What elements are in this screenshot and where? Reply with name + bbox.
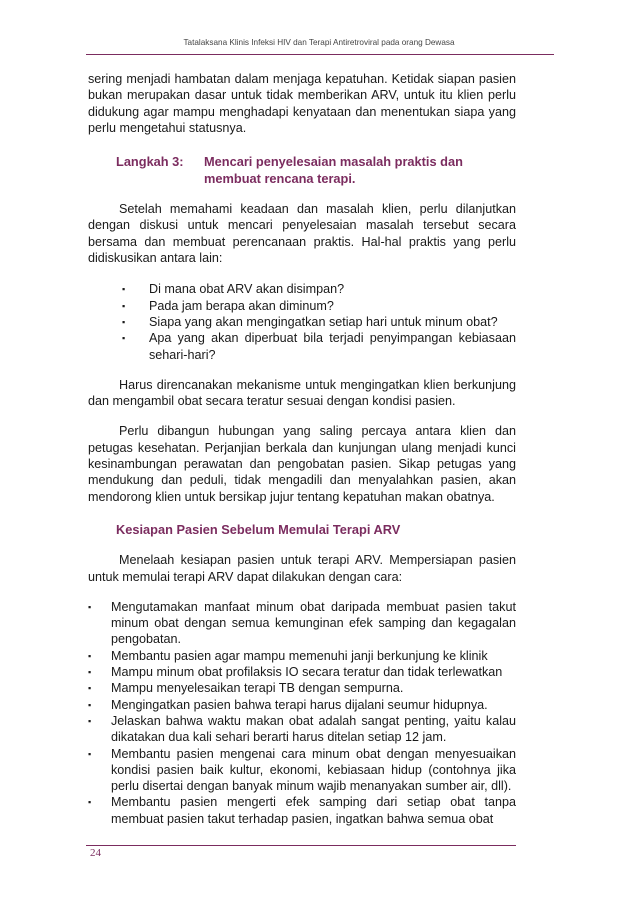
page-number: 24 <box>90 847 101 859</box>
paragraph-trust: Perlu dibangun hubungan yang saling percaya antara klien dan petugas kesehatan. Perjanjian berkala dan kunjungan ulang menjadi kunci kesinambungan perawatan dan pengobatan pasien. Sikap petugas yang mendukung dan peduli, tidak mengadili dan menyalahkan pasien, akan mendorong klien untuk bersikap jujur tentang kepatuhan makan obatnya. <box>88 424 516 504</box>
page-body <box>88 71 516 827</box>
bullet-icon: ▪ <box>122 284 126 295</box>
list-item: ▪ Mampu minum obat profilaksis IO secara teratur dan tidak terlewatkan <box>88 665 503 680</box>
bullet-icon: ▪ <box>122 316 126 327</box>
practical-questions-list <box>116 281 516 362</box>
running-header: Tatalaksana Klinis Infeksi HIV dan Terapi Antiretroviral pada orang Dewasa <box>183 38 455 47</box>
step-title: Mencari penyelesaian masalah praktis dan membuat rencana terapi. <box>204 154 463 187</box>
bullet-icon: ▪ <box>88 650 92 661</box>
bullet-icon: ▪ <box>88 699 92 710</box>
bullet-icon: ▪ <box>88 667 92 678</box>
list-item: ▪ Jelaskan bahwa waktu makan obat adalah sangat penting, yaitu kalau dikatakan dua kali sehari berarti harus ditelan setiap 12 jam. <box>88 713 516 745</box>
paragraph-discussion: Setelah memahami keadaan dan masalah klien, perlu dilanjutkan dengan diskusi untuk mencari penyelesaian masalah tersebut secara bersama dan membuat perencanaan praktis. Hal-hal praktis yang perlu didiskusikan antara lain: <box>88 202 516 266</box>
list-item: ▪ Mampu menyelesaikan terapi TB dengan sempurna. <box>88 681 404 696</box>
list-item: ▪ Membantu pasien agar mampu memenuhi janji berkunjung ke klinik <box>88 648 488 663</box>
bullet-icon: ▪ <box>88 715 92 726</box>
list-item: ▪ Apa yang akan diperbuat bila terjadi penyimpangan kebiasaan sehari-hari? <box>122 331 516 362</box>
paragraph-reminder: Harus direncanakan mekanisme untuk mengingatkan klien berkunjung dan mengambil obat secara teratur sesuai dengan kondisi pasien. <box>88 377 516 409</box>
list-item: ▪ Pada jam berapa akan diminum? <box>122 298 334 313</box>
section-heading: Kesiapan Pasien Sebelum Memulai Terapi ARV <box>116 521 401 537</box>
bullet-icon: ▪ <box>122 300 126 311</box>
bullet-icon: ▪ <box>88 748 92 759</box>
footer-rule <box>86 845 516 846</box>
step-label: Langkah 3: <box>116 154 184 170</box>
step-heading <box>116 153 516 187</box>
bullet-icon: ▪ <box>122 333 126 344</box>
bullet-icon: ▪ <box>88 683 92 694</box>
list-item: ▪ Mengingatkan pasien bahwa terapi harus dijalani seumur hidupnya. <box>88 697 488 712</box>
header-rule <box>86 54 554 55</box>
bullet-icon: ▪ <box>88 601 92 612</box>
list-item: ▪ Siapa yang akan mengingatkan setiap hari untuk minum obat? <box>122 314 498 329</box>
list-item: ▪ Mengutamakan manfaat minum obat daripada membuat pasien takut minum obat dengan semua kemunginan efek samping dan kegagalan pengobatan. <box>88 599 516 647</box>
list-item: ▪ Membantu pasien mengenai cara minum obat dengan menyesuaikan kondisi pasien baik kultur, ekonomi, kebiasaan hidup (contohnya jika perlu disertai dengan banyak minum wajib menanyakan sumber air, dll). <box>88 746 516 794</box>
bullet-icon: ▪ <box>88 797 92 808</box>
list-item: ▪ Di mana obat ARV akan disimpan? <box>122 282 345 297</box>
list-item: ▪ Membantu pasien mengerti efek samping dari setiap obat tanpa membuat pasien takut terhadap pasien, ingatkan bahwa semua obat <box>88 795 516 826</box>
readiness-list <box>88 599 516 827</box>
paragraph-continuation: sering menjadi hambatan dalam menjaga kepatuhan. Ketidak siapan pasien bukan merupakan dasar untuk tidak memberikan ARV, untuk itu klien perlu didukung agar mampu menghadapi kenyataan dan menentukan siapa yang perlu mengetahui statusnya. <box>88 72 516 135</box>
paragraph-readiness: Menelaah kesiapan pasien untuk terapi ARV. Mempersiapan pasien untuk memulai terapi ARV dapat dilakukan dengan cara: <box>88 553 516 584</box>
